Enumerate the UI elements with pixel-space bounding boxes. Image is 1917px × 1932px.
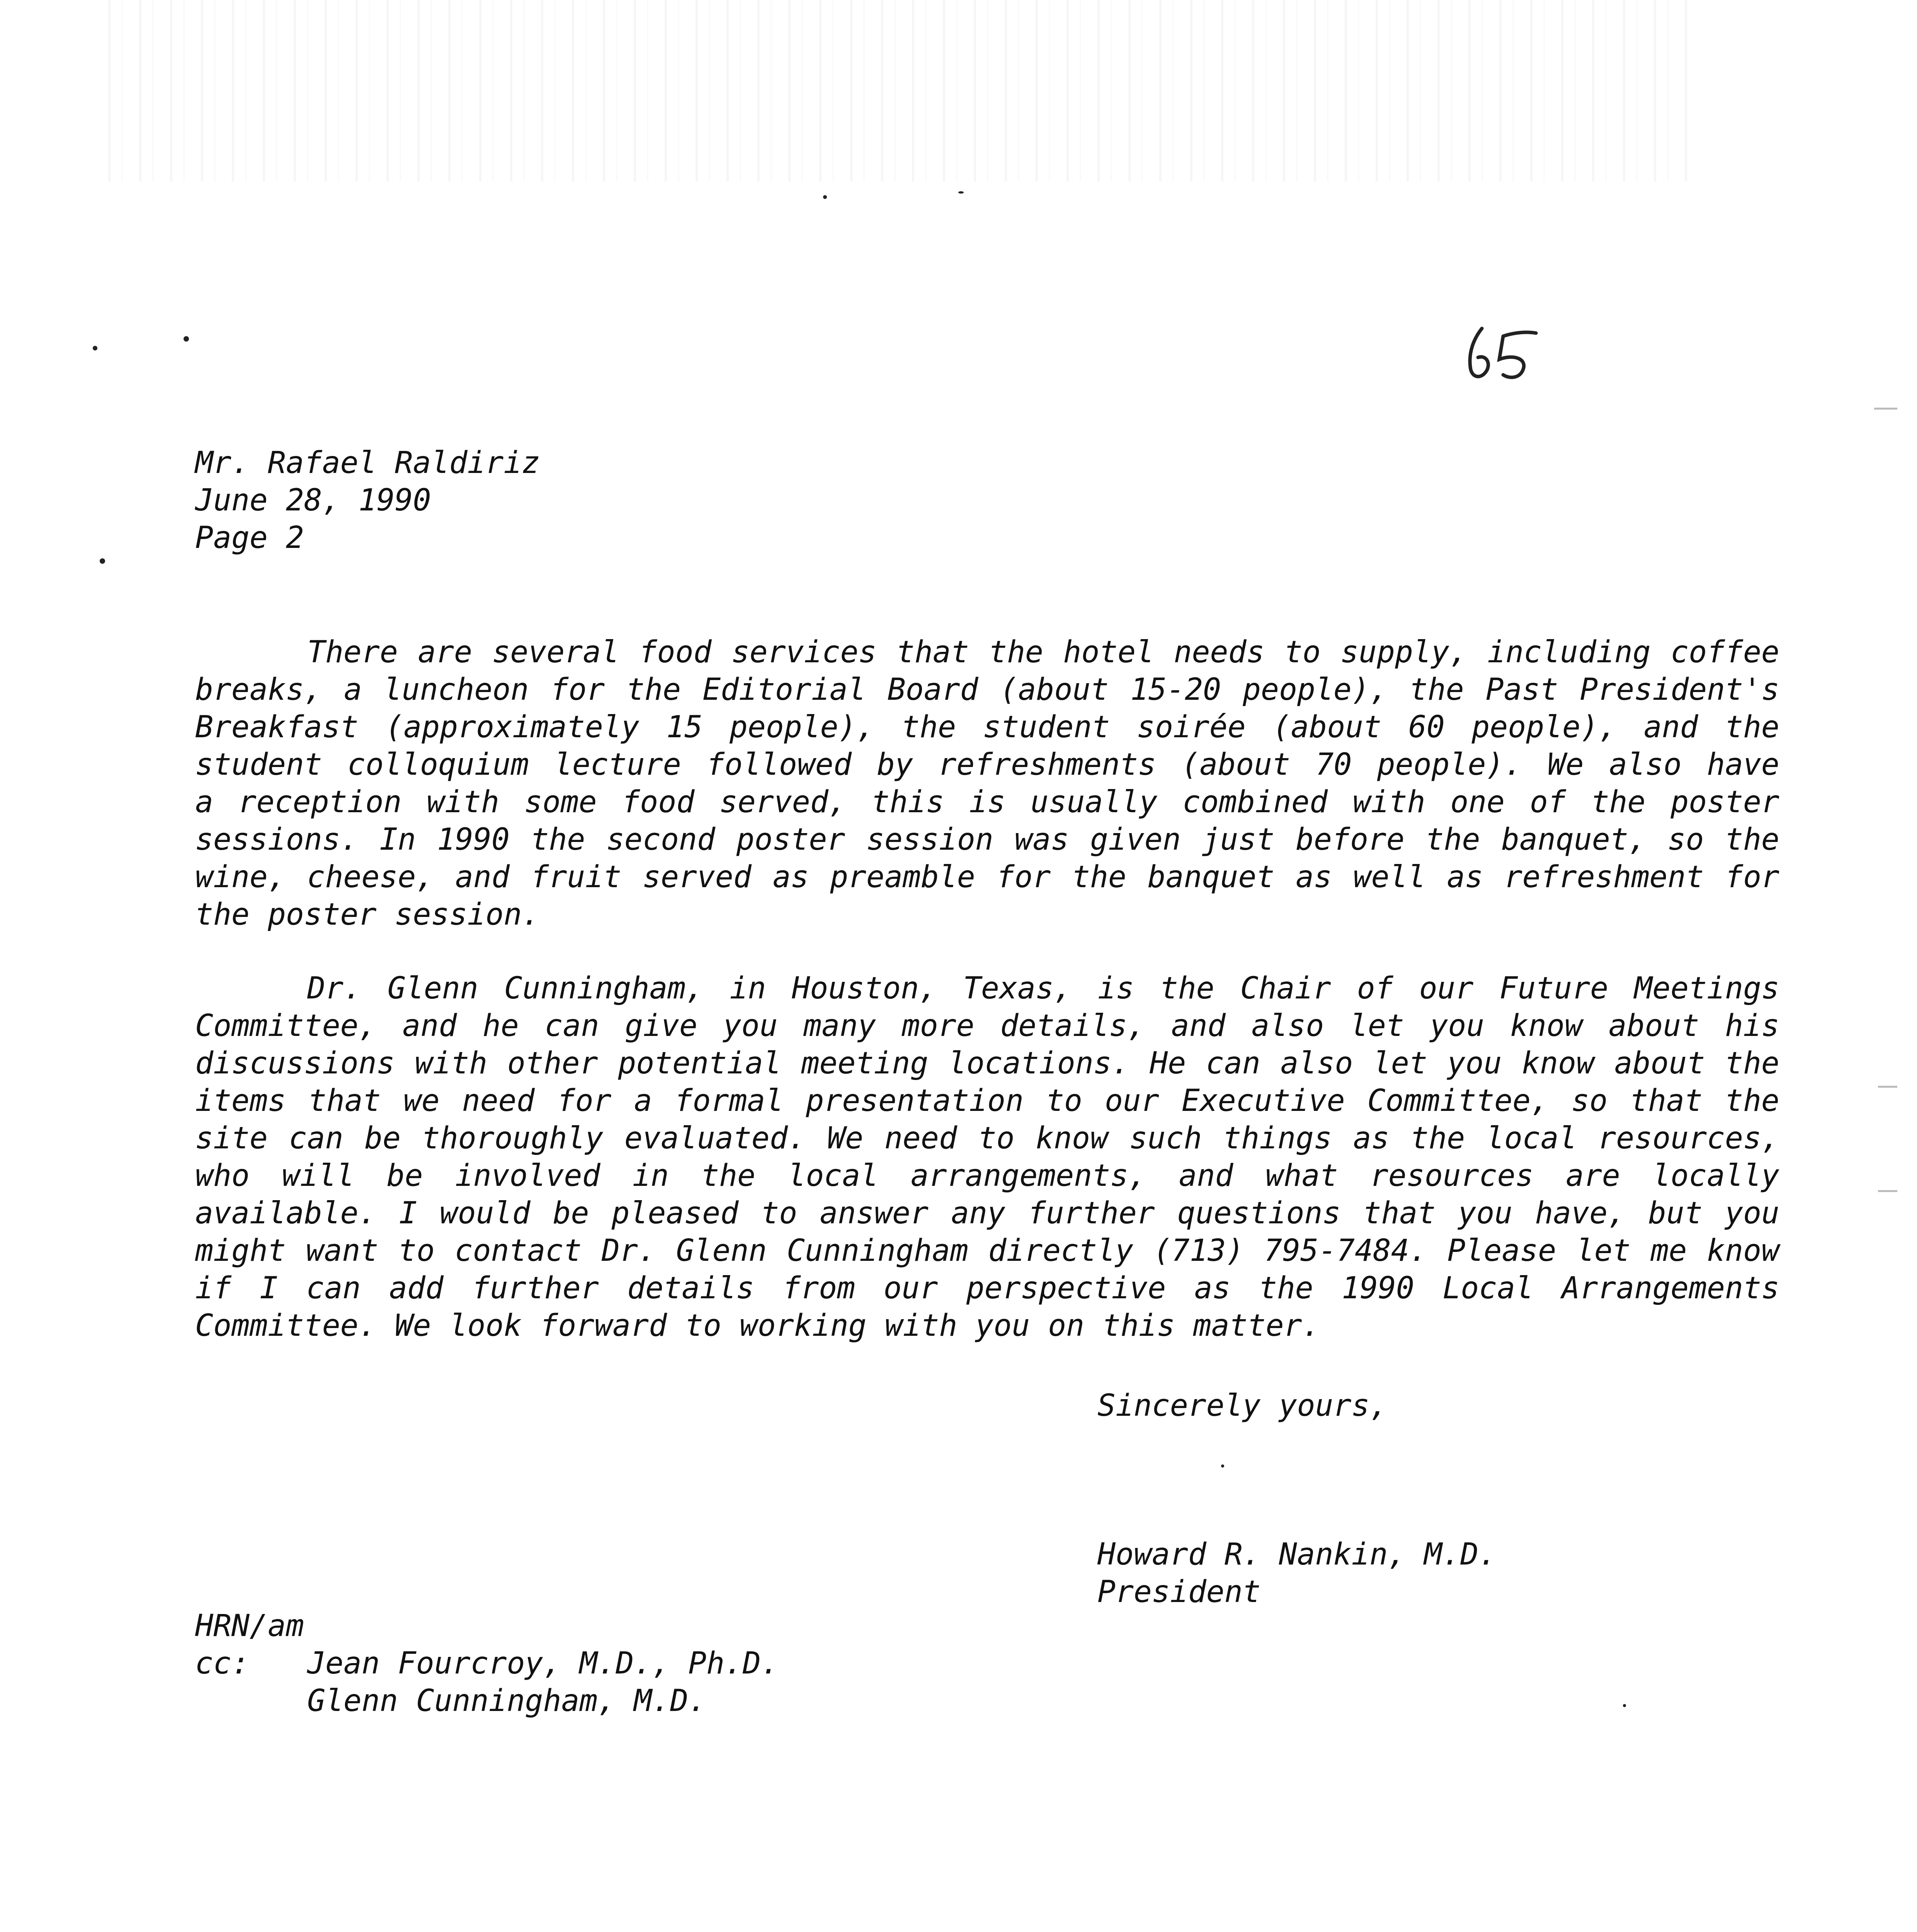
signer-title: President [1097,1575,1261,1609]
scan-dash [1874,408,1897,410]
recipient-name: Mr. Rafael Raldiriz [195,446,540,480]
paragraph-line: site can be thoroughly evaluated. We need to know such things as the local resources, [195,1121,1779,1156]
closing-salutation-block [1097,1387,1677,1425]
paragraph-line: Committee. We look forward to working with you on this matter. [195,1308,1320,1343]
paragraph-line: Breakfast (approximately 15 people), the student soirée (about 60 people), and the [195,710,1779,745]
paragraph-line: discussions with other potential meeting locations. He can also let you know about the [195,1046,1779,1081]
signature-block [1097,1536,1754,1611]
paragraph-line: wine, cheese, and fruit served as preamble for the banquet as well as refreshment for [195,860,1779,895]
footer-block [195,1607,1045,1720]
paragraph-line: might want to contact Dr. Glenn Cunningham directly (713) 795-7484. Please let me know [195,1233,1779,1268]
scan-dash [1878,1086,1897,1088]
scan-speck [93,346,97,350]
scan-speck [823,195,827,199]
letter-header [195,444,1779,557]
paragraph-line: sessions. In 1990 the second poster session was given just before the banquet, so the [195,822,1779,857]
paragraph-line: available. I would be pleased to answer any further questions that you have, but you [195,1196,1779,1231]
paragraph-line: a reception with some food served, this is usually combined with one of the poster [195,785,1779,820]
scan-speck [184,336,189,342]
scan-speck [1221,1464,1224,1468]
scan-dash [1878,1190,1897,1192]
paragraph-line: Committee, and he can give you many more details, and also let you know about his [195,1009,1779,1043]
cc-recipient: Glenn Cunningham, M.D. [307,1684,707,1718]
scan-artifact-band [108,0,1692,182]
handwritten-page-number [1461,321,1546,386]
scan-speck [100,558,105,564]
paragraph-line: breaks, a luncheon for the Editorial Board (about 15-20 people), the Past President's [195,672,1779,707]
typist-initials: HRN/am [195,1609,304,1643]
signer-name: Howard R. Nankin, M.D. [1097,1537,1497,1572]
closing-salutation: Sincerely yours, [1097,1388,1388,1423]
cc-recipient: Jean Fourcroy, M.D., Ph.D. [307,1646,779,1681]
body-paragraph-1 [195,634,1779,934]
page-indicator: Page 2 [195,520,304,555]
scan-speck [1623,1704,1626,1707]
paragraph-line: if I can add further details from our perspective as the 1990 Local Arrangements [195,1271,1779,1306]
body-paragraph-2 [195,970,1779,1345]
paragraph-line: There are several food services that the hotel needs to supply, including coffee [307,635,1779,670]
paragraph-line: Dr. Glenn Cunningham, in Houston, Texas, is the Chair of our Future Meetings [307,971,1779,1006]
cc-label: cc: [195,1646,250,1681]
cc-line-2 [195,1682,1045,1720]
letter-date: June 28, 1990 [195,483,431,518]
paragraph-line: the poster session. [195,897,540,932]
cc-line-1 [195,1645,1045,1682]
paragraph-line: who will be involved in the local arrangements, and what resources are locally [195,1158,1779,1193]
paragraph-line: items that we need for a formal presentation to our Executive Committee, so that the [195,1083,1779,1118]
scan-speck [958,191,964,194]
paragraph-line: student colloquium lecture followed by refreshments (about 70 people). We also have [195,747,1779,782]
